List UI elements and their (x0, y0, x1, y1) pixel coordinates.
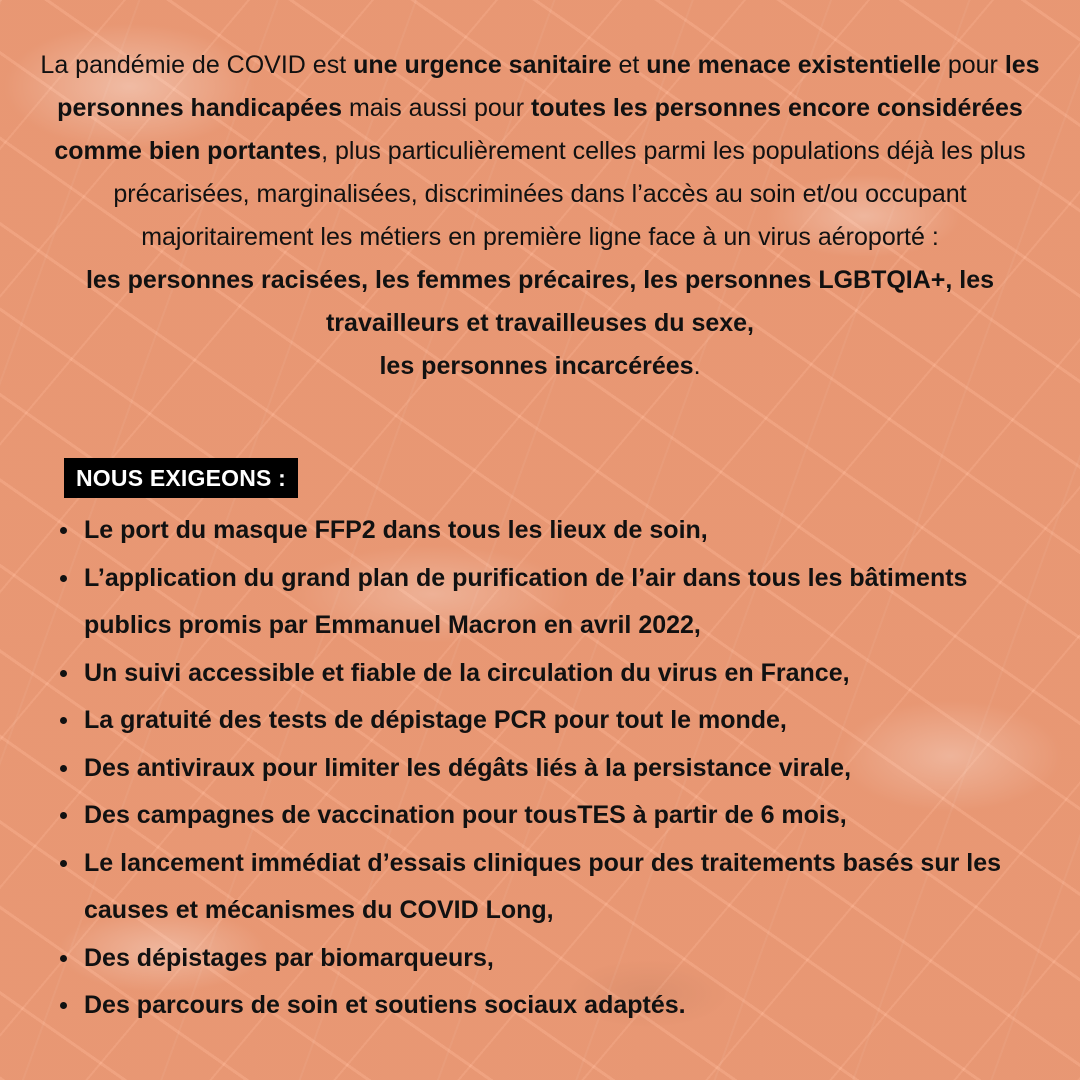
demand-item: Des antiviraux pour limiter les dégâts liés à la persistance virale, (0, 745, 1044, 793)
intro-bold-handicapees: les personnes handicapées (57, 51, 1040, 122)
demand-item: L’application du grand plan de purification de l’air dans tous les bâtiments publics promis par Emmanuel Macron en avril 2022, (0, 555, 1044, 650)
demand-item: Des parcours de soin et soutiens sociaux adaptés. (0, 982, 1044, 1030)
intro-paragraph (40, 44, 1040, 388)
intro-text-5: , plus particulièrement celles parmi les populations déjà les plus précarisées, marginalisées, discriminées dans l’accès au soin et/ou occupant majoritairement les métiers en première ligne face à un virus aéroporté : (113, 137, 1026, 251)
demand-item: Des campagnes de vaccination pour tousTES à partir de 6 mois, (0, 792, 1044, 840)
demand-item: Le port du masque FFP2 dans tous les lieux de soin, (0, 507, 1044, 555)
intro-bold-incarcerees: les personnes incarcérées (379, 352, 694, 380)
intro-bold-menace: une menace existentielle (646, 51, 941, 79)
demand-item: La gratuité des tests de dépistage PCR pour tout le monde, (0, 697, 1044, 745)
demand-item: Le lancement immédiat d’essais cliniques pour des traitements basés sur les causes et mécanismes du COVID Long, (0, 840, 1044, 935)
demands-label: NOUS EXIGEONS : (64, 458, 298, 498)
intro-text-1: La pandémie de COVID est (40, 51, 354, 79)
demand-item: Un suivi accessible et fiable de la circulation du virus en France, (0, 650, 1044, 698)
intro-bold-bien-portantes: toutes les personnes encore considérées comme bien portantes (54, 94, 1023, 165)
intro-text-6: . (693, 352, 701, 380)
intro-text-3: pour (940, 51, 1005, 79)
intro-text-2: et (611, 51, 647, 79)
demand-item: Des dépistages par biomarqueurs, (0, 935, 1044, 983)
intro-bold-urgence: une urgence sanitaire (353, 51, 612, 79)
intro-text-4: mais aussi pour (342, 94, 531, 122)
intro-bold-populations: les personnes racisées, les femmes précaires, les personnes LGBTQIA+, les travailleurs et travailleuses du sexe, (85, 266, 995, 337)
demands-list (0, 507, 1080, 1030)
